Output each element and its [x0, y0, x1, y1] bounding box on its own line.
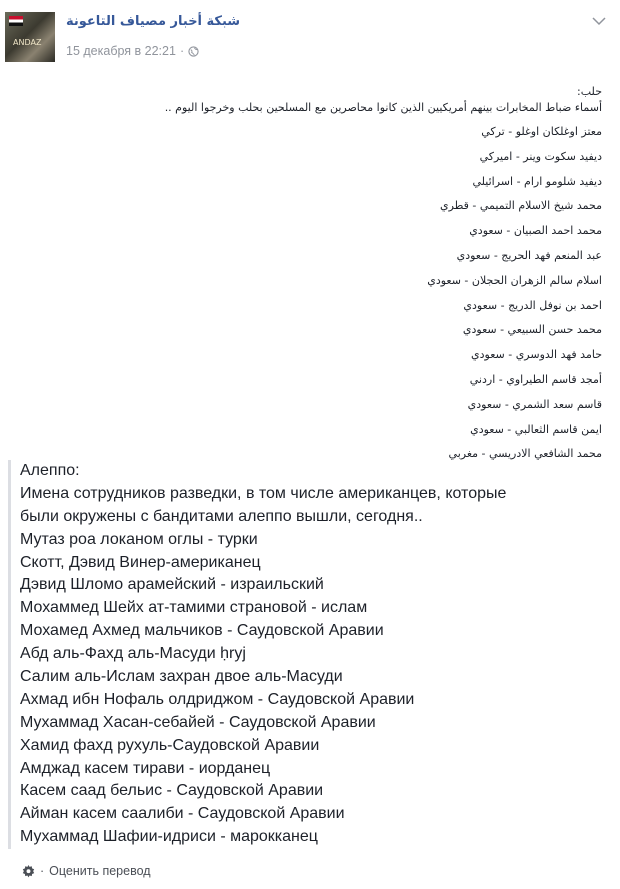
arabic-line: محمد شيخ الاسلام التميمي - قطري: [439, 199, 602, 213]
translation-line: Хамид фахд рухуль-Саудовской Аравии: [20, 736, 320, 754]
arabic-line: اسلام سالم الزهران الحجلان - سعودي: [427, 273, 602, 287]
footer-separator: ·: [40, 864, 45, 878]
translation-line: Дэвид Шломо арамейский - израильский: [20, 576, 324, 594]
post-meta: [66, 44, 199, 58]
translation-line: были окружены с бандитами алеппо вышли, сегодня..: [20, 507, 423, 525]
translation-line: Мухаммад Шафии-идриси - марокканец: [20, 828, 318, 846]
translation-line: Амджад касем тирави - иорданец: [20, 759, 271, 777]
translation-line: Касем саад бельис - Саудовской Аравии: [20, 782, 324, 800]
rate-translation-link[interactable]: Оценить перевод: [49, 864, 151, 878]
translation-line: Айман касем саалиби - Саудовской Аравии: [20, 805, 345, 823]
translation-line: Салим аль-Ислам захран двое аль-Масуди: [20, 668, 343, 686]
arabic-line: أسماء ضباط المخابرات بينهم أمريكيين الذين كانوا محاصرين مع المسلحين بحلب وخرجوا اليوم ..: [164, 101, 602, 114]
translation-line: Мохаммед Шейх ат-тамими страновой - ислам: [20, 599, 368, 617]
post-avatar[interactable]: [5, 12, 55, 62]
translation-block: [8, 460, 620, 849]
arabic-line: محمد حسن السبيعي - سعودي: [462, 323, 602, 337]
translation-line: Ахмад ибн Нофаль олдриджом - Саудовской Аравии: [20, 690, 415, 708]
page-name-link[interactable]: شبكة أخبار مصياف التاعونة: [66, 14, 241, 29]
arabic-line: حامد فهد الدوسري - سعودي: [471, 348, 602, 362]
meta-separator: ·: [179, 44, 185, 58]
translation-line: Мухаммад Хасан-себайей - Саудовской Аравии: [20, 713, 376, 731]
translation-line: Мохамед Ахмед мальчиков - Саудовской Аравии: [20, 622, 384, 640]
arabic-line: معتز اوغلكان اوغلو - تركي: [481, 125, 602, 138]
translation-line: Имена сотрудников разведки, в том числе американцев, которые: [20, 484, 507, 502]
arabic-line: حلب:: [577, 85, 602, 98]
gear-icon[interactable]: [22, 865, 35, 878]
arabic-line: احمد بن نوفل الدريج - سعودي: [463, 298, 602, 312]
arabic-line: محمد احمد الصبيان - سعودي: [469, 224, 602, 238]
arabic-line: ديفيد شلومو ارام - اسرائيلي: [472, 174, 602, 188]
post-timestamp[interactable]: 15 декабря в 22:21: [66, 44, 176, 58]
chevron-down-icon[interactable]: [592, 16, 606, 26]
post-original-text: [42, 84, 602, 467]
translation-footer: [22, 864, 151, 878]
globe-icon[interactable]: [188, 46, 199, 57]
translation-line: Скотт, Дэвид Винер-американец: [20, 553, 261, 571]
arabic-line: ديفيد سكوت وينر - اميركي: [479, 149, 602, 163]
translation-line: Абд аль-Фахд аль-Масуди ḥryj: [20, 645, 246, 663]
flag-icon: [9, 16, 23, 26]
arabic-line: قاسم سعد الشمري - سعودي: [467, 397, 602, 411]
arabic-line: محمد الشافعي الادريسي - مغربي: [448, 447, 602, 461]
translation-line: Алеппо:: [20, 462, 80, 479]
avatar-text: ANDAZ: [13, 38, 42, 47]
arabic-line: عبد المنعم فهد الحريج - سعودي: [456, 248, 602, 262]
arabic-line: ايمن قاسم الثعالبي - سعودي: [470, 422, 602, 436]
translation-line: Мутаз роа локаном оглы - турки: [20, 530, 258, 548]
arabic-line: أمجد قاسم الطيراوي - اردني: [469, 372, 602, 386]
